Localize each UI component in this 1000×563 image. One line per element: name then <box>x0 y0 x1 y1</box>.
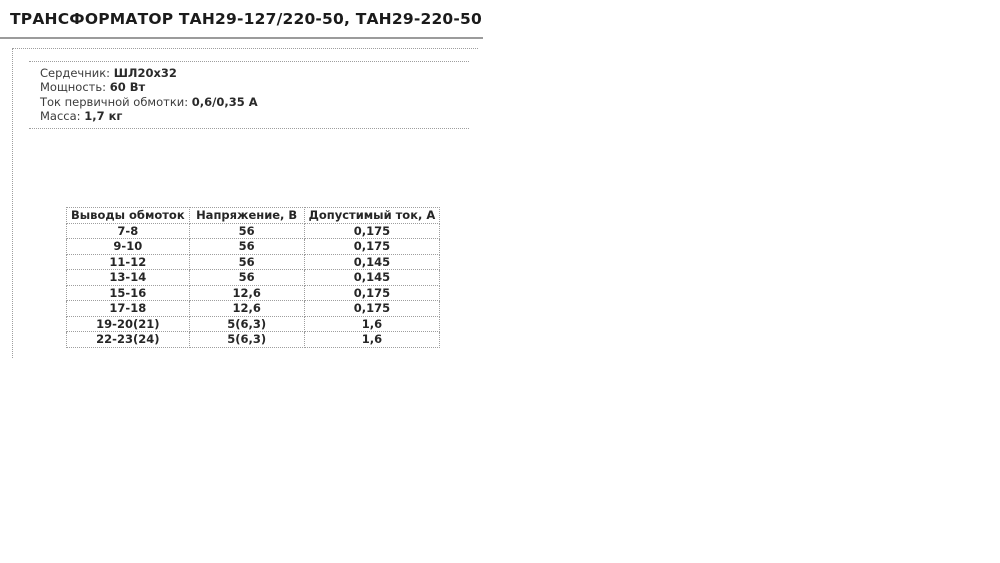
header-current: Допустимый ток, А <box>304 208 440 224</box>
title-divider <box>0 37 483 39</box>
cell-leads: 22-23(24) <box>67 332 190 348</box>
cell-voltage: 56 <box>189 270 304 286</box>
cell-current: 0,145 <box>304 270 440 286</box>
cell-current: 0,175 <box>304 239 440 255</box>
spec-power <box>40 80 469 94</box>
page-title: ТРАНСФОРМАТОР ТАН29-127/220-50, ТАН29-220-50 <box>10 10 483 28</box>
windings-table <box>66 207 440 348</box>
spec-mass <box>40 109 469 123</box>
cell-voltage: 56 <box>189 223 304 239</box>
header-leads: Выводы обмоток <box>67 208 190 224</box>
cell-voltage: 12,6 <box>189 301 304 317</box>
cell-leads: 19-20(21) <box>67 316 190 332</box>
table-row <box>67 254 440 270</box>
table-row <box>67 270 440 286</box>
spec-core-label: Сердечник: <box>40 66 111 80</box>
cell-leads: 13-14 <box>67 270 190 286</box>
spec-power-value: 60 Вт <box>109 80 146 95</box>
table-header-row <box>67 208 440 224</box>
cell-voltage: 12,6 <box>189 285 304 301</box>
cell-voltage: 56 <box>189 254 304 270</box>
specs-box <box>29 61 469 129</box>
cell-leads: 17-18 <box>67 301 190 317</box>
cell-current: 0,175 <box>304 223 440 239</box>
table-row <box>67 301 440 317</box>
spec-core <box>40 66 469 80</box>
table-row <box>67 332 440 348</box>
spec-primary-current <box>40 95 469 109</box>
cell-current: 0,175 <box>304 301 440 317</box>
spec-mass-label: Масса: <box>40 108 81 123</box>
cell-current: 0,175 <box>304 285 440 301</box>
table-row <box>67 239 440 255</box>
header-voltage: Напряжение, В <box>189 208 304 224</box>
cell-leads: 7-8 <box>67 223 190 239</box>
spec-primary-current-label: Ток первичной обмотки: <box>40 94 189 109</box>
cell-leads: 11-12 <box>67 254 190 270</box>
cell-current: 1,6 <box>304 332 440 348</box>
spec-mass-value: 1,7 кг <box>84 108 123 123</box>
cell-current: 0,145 <box>304 254 440 270</box>
spec-core-value: ШЛ20х32 <box>113 66 177 80</box>
cell-leads: 9-10 <box>67 239 190 255</box>
content-container <box>12 48 478 358</box>
cell-leads: 15-16 <box>67 285 190 301</box>
table-row <box>67 223 440 239</box>
cell-voltage: 5(6,3) <box>189 332 304 348</box>
cell-voltage: 56 <box>189 239 304 255</box>
cell-current: 1,6 <box>304 316 440 332</box>
table-row <box>67 316 440 332</box>
spec-power-label: Мощность: <box>40 80 107 95</box>
cell-voltage: 5(6,3) <box>189 316 304 332</box>
spec-primary-current-value: 0,6/0,35 А <box>191 94 258 109</box>
table-row <box>67 285 440 301</box>
